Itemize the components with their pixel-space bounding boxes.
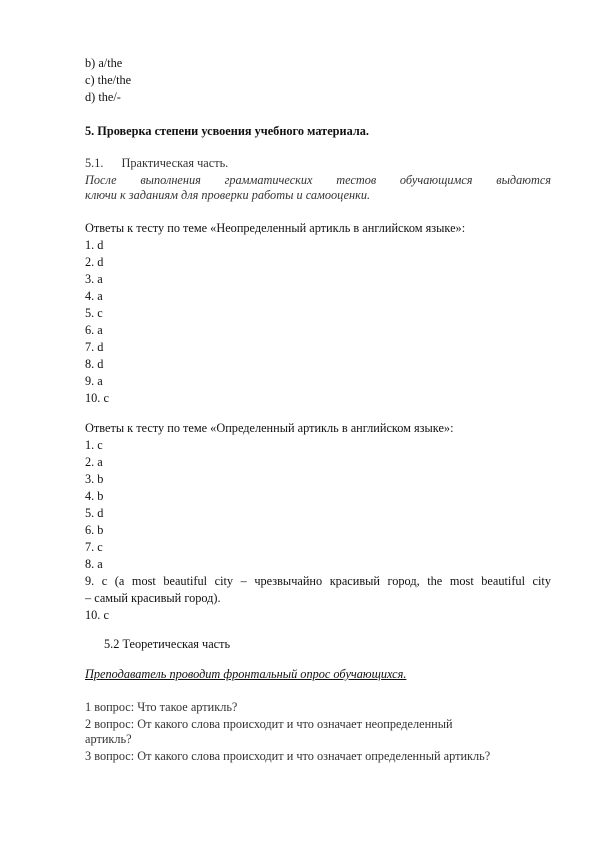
test1-answer: 1. d [85, 238, 104, 252]
test2-answer-9-line-2: – самый красивый город). [85, 591, 221, 605]
test2-answer: 8. a [85, 557, 103, 571]
teacher-instruction: Преподаватель проводит фронтальный опрос обучающихся. [85, 667, 407, 681]
test1-answer: 4. a [85, 289, 103, 303]
practical-number: 5.1. [85, 156, 104, 170]
test2-answer: 1. c [85, 438, 103, 452]
question-2-line-1: 2 вопрос: От какого слова происходит и что означает неопределенный [85, 717, 453, 731]
test1-answer: 2. d [85, 255, 104, 269]
test1-answer: 8. d [85, 357, 104, 371]
test1-answer: 6. a [85, 323, 103, 337]
test1-answer: 3. a [85, 272, 103, 286]
question-2-line-2: артикль? [85, 732, 132, 746]
practical-heading [85, 156, 228, 171]
test1-answer: 7. d [85, 340, 104, 354]
test2-answer-10: 10. c [85, 608, 109, 622]
option-d: d) the/- [85, 90, 121, 104]
test2-answer: 4. b [85, 489, 104, 503]
test1-title: Ответы к тесту по теме «Неопределенный артикль в английском языке»: [85, 221, 466, 235]
test2-answer: 2. a [85, 455, 103, 469]
test2-answer-9-line-1: 9. c (a most beautiful city – чрезвычайно красивый город, the most beautiful city [85, 574, 551, 588]
test2-title: Ответы к тесту по теме «Определенный артикль в английском языке»: [85, 421, 454, 435]
theory-heading: 5.2 Теоретическая часть [104, 637, 231, 651]
test1-answer: 5. c [85, 306, 103, 320]
test1-answer: 10. c [85, 391, 109, 405]
test2-answer: 3. b [85, 472, 104, 486]
option-c: c) the/the [85, 73, 132, 87]
practical-intro-line-2: ключи к заданиям для проверки работы и самооценки. [85, 188, 371, 202]
test1-answer: 9. a [85, 374, 103, 388]
practical-title: Практическая часть. [121, 156, 229, 170]
test2-answer: 6. b [85, 523, 104, 537]
practical-intro-line-1: После выполнения грамматических тестов обучающимся выдаются [85, 173, 551, 187]
option-b: b) a/the [85, 56, 123, 70]
test2-answer: 7. c [85, 540, 103, 554]
test2-answer: 5. d [85, 506, 104, 520]
section-heading: 5. Проверка степени усвоения учебного материала. [85, 124, 369, 138]
question-3: 3 вопрос: От какого слова происходит и что означает определенный артикль? [85, 749, 491, 763]
question-1: 1 вопрос: Что такое артикль? [85, 700, 238, 714]
